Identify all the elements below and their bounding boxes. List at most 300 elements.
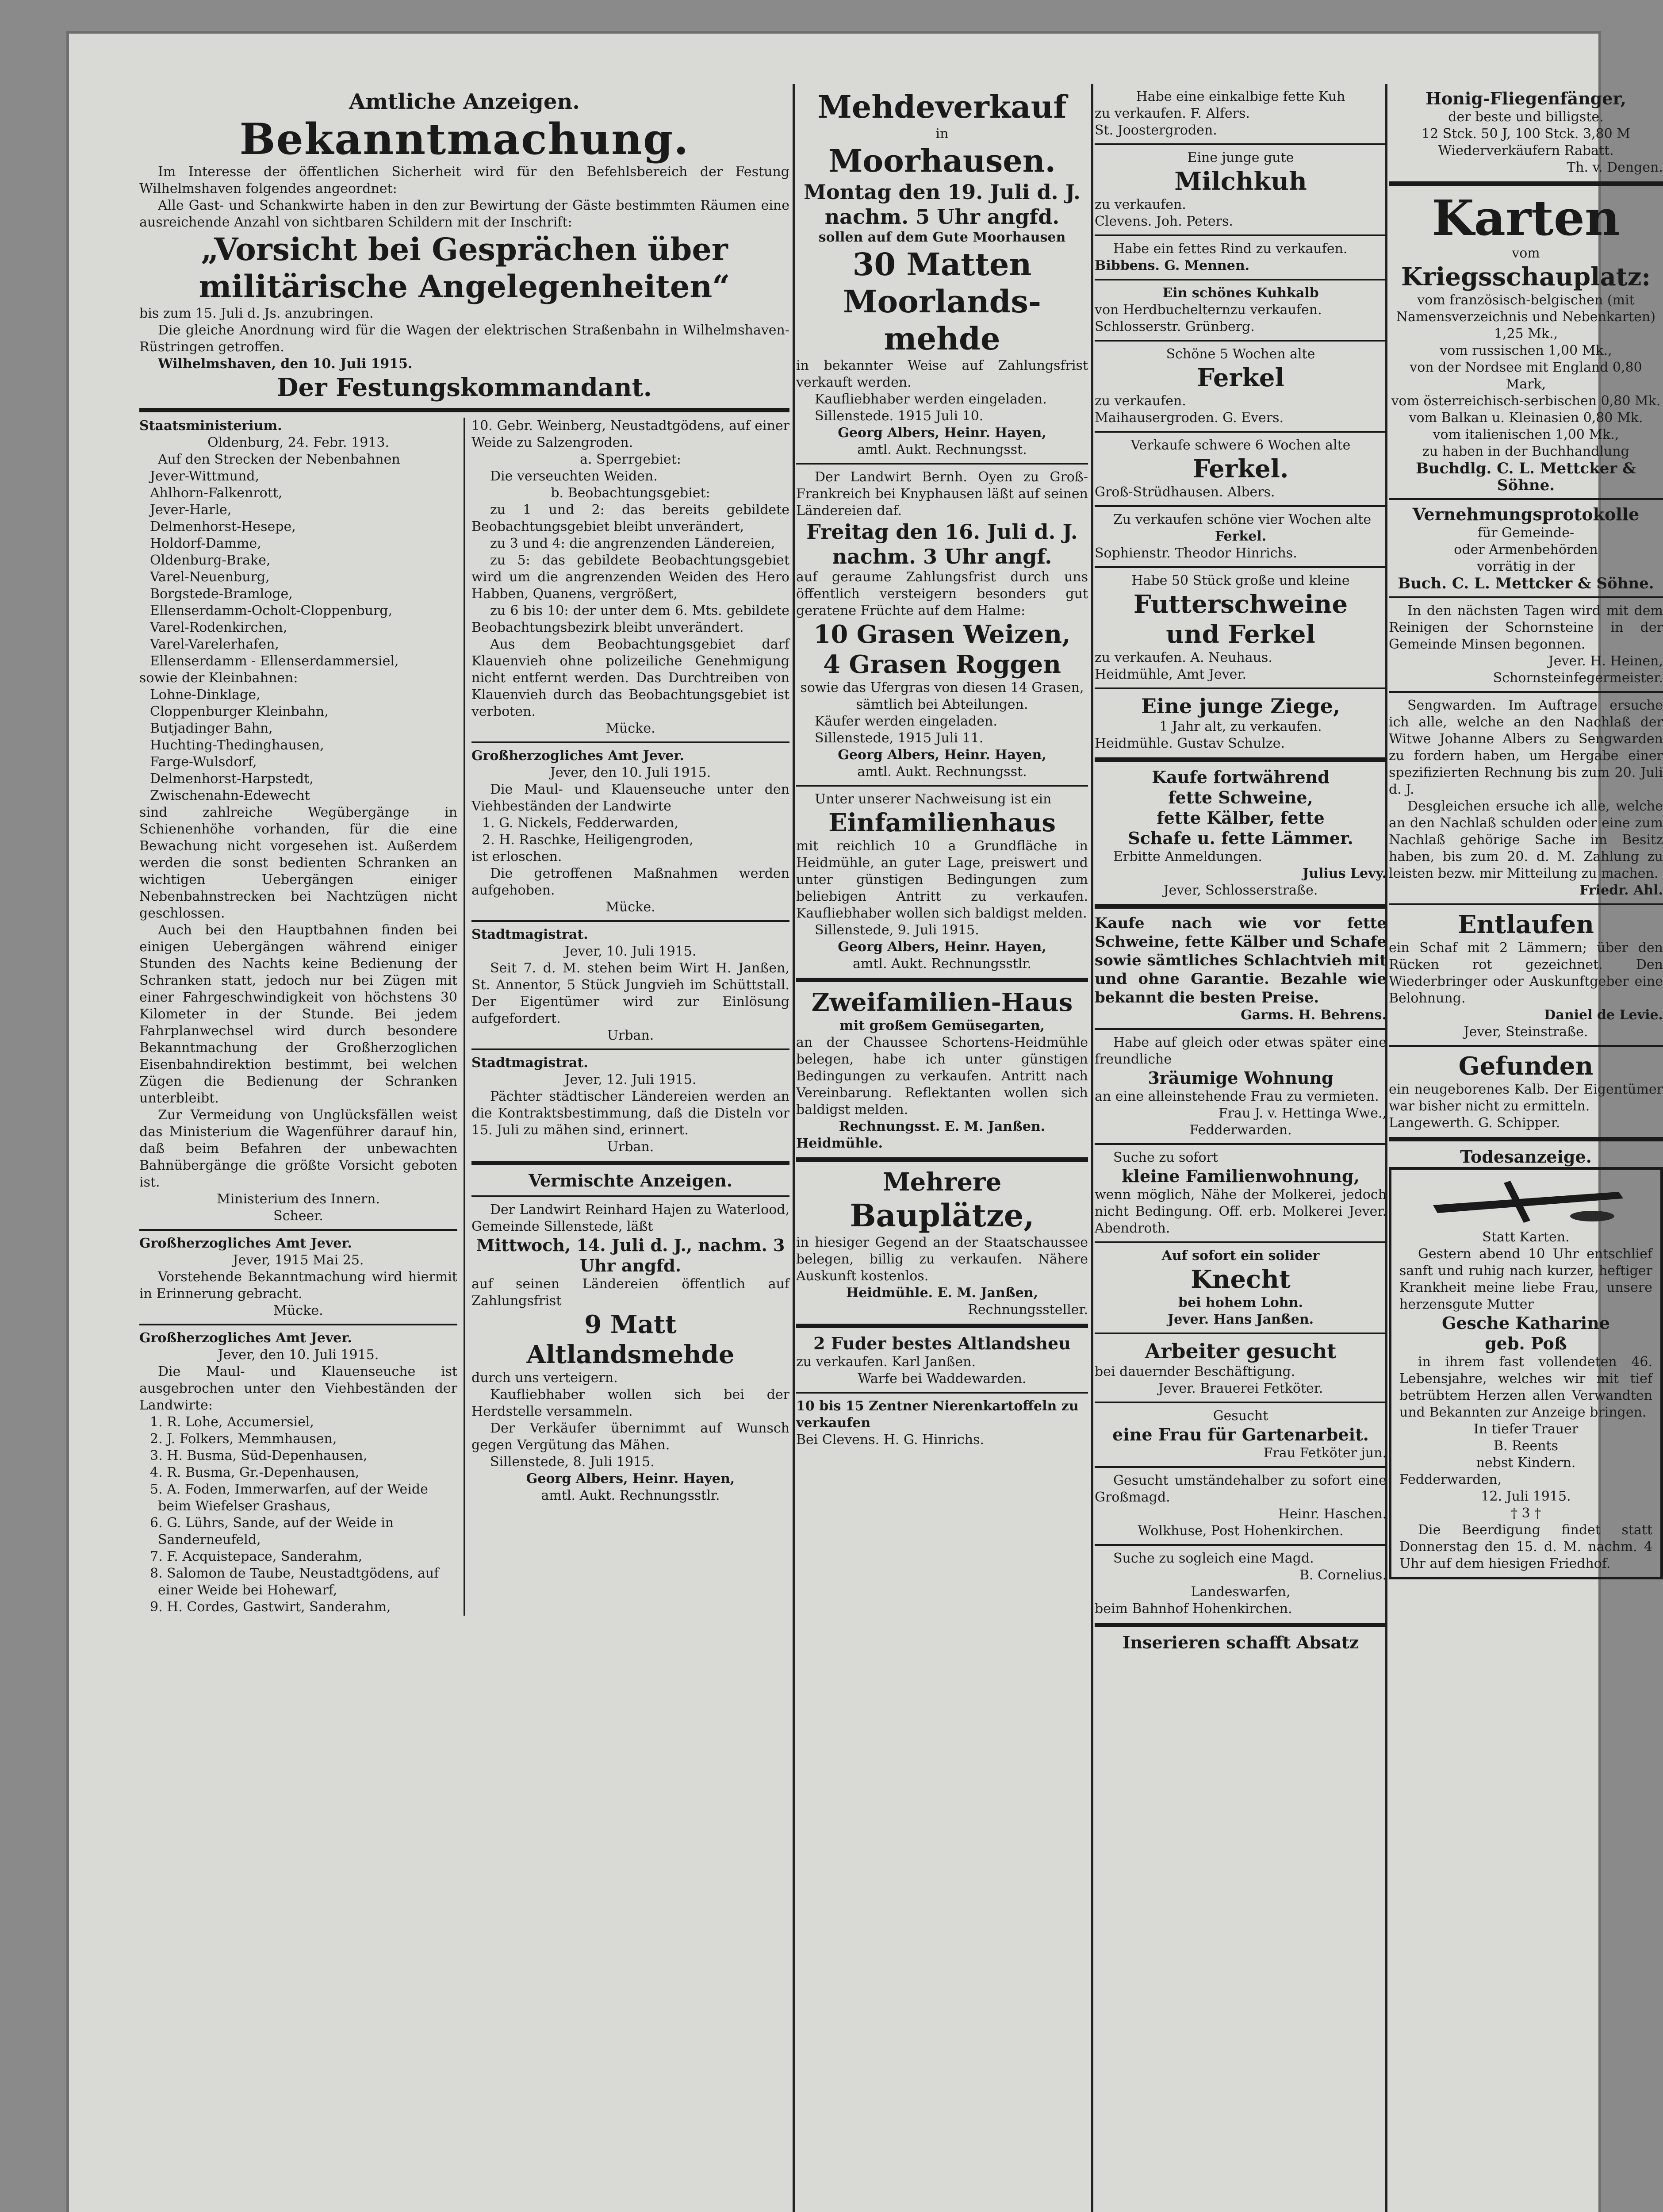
ad2-sign2: amtl. Aukt. Rechnungsst.: [857, 764, 1027, 780]
death-text9: † 3 †: [1510, 1505, 1541, 1521]
route-item: Zwischenahn-Edewecht: [150, 788, 310, 803]
amt3-text3: Die getroffenen Maßnahmen werden aufgehoben.: [471, 866, 789, 898]
ad-c3-15-big: Arbeiter gesucht: [1145, 1339, 1337, 1363]
divider: [1095, 1466, 1387, 1468]
ad-c3-10-big3: fette Kälber, fette: [1157, 808, 1325, 828]
route-list: [139, 468, 457, 670]
ad-c3-10-big2: fette Schweine,: [1168, 787, 1313, 807]
route-item: Borgstede-Bramloge,: [150, 586, 293, 602]
ad-c3-10-big1: Kaufe fortwährend: [1152, 767, 1330, 787]
route-item: Delmenhorst-Hesepe,: [150, 519, 296, 534]
ad3-big: Einfamilienhaus: [828, 808, 1056, 837]
ad-c4-3-big: Vernehmungsprotokolle: [1412, 504, 1640, 524]
route-item: Huchting-Thedinghausen,: [150, 737, 324, 753]
divider: [1389, 596, 1663, 598]
ad4-sign: Rechnungsst. E. M. Janßen.: [839, 1119, 1046, 1134]
divider: [1389, 498, 1663, 500]
ad4-sign2: Heidmühle.: [796, 1136, 883, 1151]
ministry-p4: Auch bei den Hauptbahnen finden bei einigen Uebergängen während einiger Stunden des Nachts keine Bedienung der Schranken statt, jedoch nur bei Zügen mit einer Fahrgeschwindigkeit von höchstens 30 Kilometer in der Stunde. Bei jedem Fahrplanwechsel wird durch besondere Bekanntmachung der Großherzoglichen Eisenbahndirektion bestimmt, bei welchen Zügen die Bedienung der Schranken unterbleibt.: [139, 922, 457, 1106]
divider: [1095, 687, 1387, 689]
subcolumn-right: [471, 418, 789, 1616]
ad-c3-5-text1: Schöne 5 Wochen alte: [1166, 346, 1315, 362]
amt-date: Jever, 1915 Mai 25.: [233, 1252, 364, 1268]
ad-c3-1-text3: St. Joostergroden.: [1095, 123, 1217, 138]
route-item: Ahlhorn-Falkenrott,: [150, 485, 283, 501]
misc-big1: 9 Matt: [584, 1310, 677, 1339]
amt-head: Großherzogliches Amt Jever.: [139, 1236, 352, 1251]
route-item: Lohne-Dinklage,: [150, 687, 261, 703]
ministry-date: Oldenburg, 24. Febr. 1913.: [207, 435, 389, 450]
ad-c4-5-text2: Desgleichen ersuche ich alle, welche an den Nachlaß schulden oder eine zum Nachlaß gehörige Sache im Besitz haben, bis zum 20. d. M. Zahlung zu leisten bezw. mir Mitteilung zu machen.: [1389, 799, 1663, 881]
ad-c3-11-sign: Garms. H. Behrens.: [1241, 1007, 1387, 1023]
amt3-item: 2. H. Raschke, Heiligengroden,: [482, 832, 694, 848]
ad-c3-17-text3: Wolkhuse, Post Hohenkirchen.: [1138, 1523, 1344, 1539]
amt3-head: Großherzogliches Amt Jever.: [471, 748, 684, 764]
ad-c3-7-text2: Ferkel.: [1215, 529, 1267, 544]
section-kicker: Amtliche Anzeigen.: [349, 89, 580, 114]
ad-c3-8-text3: Heidmühle, Amt Jever.: [1095, 667, 1246, 682]
column-sales: [796, 88, 1088, 2212]
ad-c3-8-big1: Futterschweine: [1133, 590, 1348, 619]
beob-head: b. Beobachtungsgebiet:: [551, 485, 710, 501]
amt-sign: Mücke.: [273, 1303, 323, 1318]
ministry-sign: Ministerium des Innern.: [216, 1191, 380, 1207]
amt2-head: Großherzogliches Amt Jever.: [139, 1330, 352, 1346]
divider: [471, 1161, 789, 1165]
death-text2: Gestern abend 10 Uhr entschlief sanft und ruhig nach kurzer, heftiger Krankheit meine liebe Frau, unsere herzensgute Mutter: [1399, 1246, 1652, 1312]
stadt2-date: Jever, 12. Juli 1915.: [564, 1072, 697, 1087]
ad-c3-7-text3: Sophienstr. Theodor Hinrichs.: [1095, 545, 1297, 561]
notice-slogan: „Vorsicht bei Gesprächen über militärische Angelegenheiten“: [199, 231, 730, 305]
route-item: Ellenserdamm - Ellenserdammersiel,: [150, 653, 399, 669]
divider: [1095, 505, 1387, 507]
stadt2-head: Stadtmagistrat.: [471, 1055, 588, 1071]
misc-date: Mittwoch, 14. Juli d. J., nachm. 3 Uhr angfd.: [476, 1235, 785, 1275]
ad3-place: Sillenstede, 9. Juli 1915.: [815, 922, 979, 938]
divider: [1095, 431, 1387, 433]
ad-c3-11-big: Kaufe nach wie vor fette Schweine, fette Kälber und Schafe sowie sämtliches Schlachtvieh mit und ohne Garantie. Bezahle wie bekannt die besten Preise.: [1095, 914, 1387, 1006]
beob-5: Aus dem Beobachtungsgebiet darf Klauenvieh ohne polizeiliche Genehmigung nicht entfernt werden. Das Durchtreiben von Klauenvieh durch das Beobachtungsgebiet ist verboten.: [471, 637, 789, 719]
route-item: Varel-Rodenkirchen,: [150, 620, 287, 635]
sperr-head: a. Sperrgebiet:: [580, 452, 681, 467]
death-text8: 12. Juli 1915.: [1481, 1489, 1571, 1504]
column-rule: [793, 84, 795, 2212]
route-item: Delmenhorst-Harpstedt,: [150, 771, 314, 787]
farm-item: 8. Salomon de Taube, Neustadtgödens, auf einer Weide bei Hohewarf,: [150, 1566, 439, 1598]
ad-c4-6-text1: ein Schaf mit 2 Lämmern; über den Rücken rot gezeichnet. Den Wiederbringer oder Auskunftgeber eine Belohnung.: [1389, 940, 1663, 1006]
ad-c4-2-line: zu haben in der Buchhandlung: [1422, 444, 1629, 459]
column-rule: [1091, 84, 1093, 2212]
beob-2: zu 3 und 4: die angrenzenden Ländereien,: [490, 536, 775, 551]
ad-c3-4-text3: Schlosserstr. Grünberg.: [1095, 319, 1255, 334]
ad-c3-10-big4: Schafe u. fette Lämmer.: [1128, 828, 1353, 848]
ad5-big2: Bauplätze,: [850, 1197, 1035, 1234]
ad-c4-7-big: Gefunden: [1458, 1052, 1594, 1081]
ad-c3-5-text2: zu verkaufen.: [1095, 393, 1186, 409]
ad1-place-title: Moorhausen.: [828, 142, 1056, 179]
divider: [139, 1229, 457, 1231]
ad2-sign: Georg Albers, Heinr. Hayen,: [838, 747, 1046, 763]
ad1-date: Montag den 19. Juli d. J. nachm. 5 Uhr angfd.: [804, 180, 1081, 229]
ad5-sign: Heidmühle. E. M. Janßen,: [846, 1285, 1038, 1301]
route-item: Farge-Wulsdorf,: [150, 754, 257, 770]
notice-tram: Die gleiche Anordnung wird für die Wagen der elektrischen Straßenbahn in Wilhelmshaven-Rüstringen getroffen.: [139, 323, 789, 355]
ad6-big: 2 Fuder bestes Altlandsheu: [813, 1333, 1071, 1353]
amt3-text2: ist erloschen.: [471, 849, 562, 864]
death-text7: Fedderwarden,: [1399, 1472, 1502, 1487]
divider: [1389, 181, 1663, 186]
farm-item: 1. R. Lohe, Accumersiel,: [150, 1414, 314, 1430]
stadt1-head: Stadtmagistrat.: [471, 927, 588, 942]
newspaper-page: [66, 31, 1663, 2212]
ad2-date: Freitag den 16. Juli d. J. nachm. 3 Uhr angf.: [806, 520, 1078, 568]
ad-c4-4-text1: In den nächsten Tagen wird mit dem Reinigen der Schornsteine in der Gemeinde Minsen begonnen.: [1389, 603, 1663, 652]
ad-c3-19-big: Inserieren schafft Absatz: [1122, 1632, 1359, 1652]
ad-c3-4-text2: von Herdbuchelternzu verkaufen.: [1095, 302, 1322, 318]
misc-sign: Georg Albers, Heinr. Hayen,: [526, 1471, 735, 1486]
misc-place: Sillenstede, 8. Juli 1915.: [490, 1454, 655, 1470]
ad2-text1: Der Landwirt Bernh. Oyen zu Groß-Frankreich bei Knyphausen läßt auf seinen Ländereien daf.: [796, 469, 1088, 518]
route-item: Jever-Harle,: [150, 502, 232, 518]
ad-c3-1-text2: zu verkaufen. F. Alfers.: [1095, 106, 1250, 121]
notice-intro: Im Interesse der öffentlichen Sicherheit wird für den Befehlsbereich der Festung Wilhelmshaven folgendes angeordnet:: [139, 164, 789, 196]
ad3-text2: mit reichlich 10 a Grundfläche in Heidmühle, an guter Lage, preiswert und unter günstigen Bedingungen zum beliebigen Antritt zu verkaufen. Kaufliebhaber wollen sich baldigst melden.: [796, 838, 1088, 921]
amt2-date: Jever, den 10. Juli 1915.: [218, 1347, 379, 1363]
ministry-p2: sowie der Kleinbahnen:: [139, 670, 298, 686]
ad1-in: in: [935, 126, 949, 142]
notice-title: Bekanntmachung.: [239, 114, 690, 164]
ad-c3-16-text2: Frau Fetköter jun.: [1263, 1445, 1387, 1461]
farm-item: 2. J. Folkers, Memmhausen,: [150, 1431, 337, 1447]
ministry-sign2: Scheer.: [273, 1208, 323, 1224]
ad-c4-7-text1: ein neugeborenes Kalb. Der Eigentümer war bisher nicht zu ermitteln.: [1389, 1082, 1663, 1114]
sperr-text: Die verseuchten Weiden.: [490, 469, 658, 484]
divider: [1389, 1045, 1663, 1047]
ad-c4-1-text2: 12 Stck. 50 J, 100 Stck. 3,80 M: [1422, 126, 1630, 142]
ad-c4-2-line: vom österreichisch-serbischen 0,80 Mk.: [1391, 393, 1661, 409]
misc-big2: Altlandsmehde: [526, 1340, 735, 1369]
divider: [1095, 757, 1387, 762]
column-misc: [1389, 88, 1663, 2212]
ad-c3-10-sign: Julius Levy.: [1303, 866, 1387, 881]
ad-c4-1-text1: der beste und billigste.: [1448, 109, 1604, 125]
ad-c4-2-big1: Karten: [1432, 189, 1620, 246]
farm-item: 4. R. Busma, Gr.-Depenhausen,: [150, 1465, 360, 1480]
amt3-date: Jever, den 10. Juli 1915.: [550, 765, 711, 780]
divider: [1095, 143, 1387, 145]
ad3-sign2: amtl. Aukt. Rechnungsstlr.: [852, 956, 1031, 972]
ad-c3-10-text2: Jever, Schlosserstraße.: [1163, 883, 1318, 898]
subcolumn-left: [139, 418, 457, 1616]
ad-c4-2-text1: vom: [1512, 246, 1540, 261]
ad-c3-8-text1: Habe 50 Stück große und kleine: [1131, 573, 1350, 588]
ad-c3-2-text1: Eine junge gute: [1187, 150, 1294, 165]
divider: [1095, 1333, 1387, 1334]
ad-c4-2-big2: Kriegsschauplatz:: [1401, 262, 1651, 292]
ad-c3-12-text4: Fedderwarden.: [1189, 1122, 1292, 1138]
ad-c3-13-big: kleine Familienwohnung,: [1122, 1166, 1360, 1186]
divider: [796, 1392, 1088, 1394]
ad5-sign2: Rechnungssteller.: [968, 1302, 1088, 1317]
death-text3: in ihrem fast vollendeten 46. Lebensjahre, welches wir mit tief betrübtem Herzen allen Verwandten und Bekannten zur Anzeige bringen.: [1399, 1354, 1652, 1420]
misc-text2: auf seinen Ländereien öffentlich auf Zahlungsfrist: [471, 1276, 789, 1309]
ad-c3-15-text1: bei dauernder Beschäftigung.: [1095, 1364, 1295, 1379]
ad5-text1: in hiesiger Gegend an der Staatschaussee belegen, billig zu verkaufen. Nähere Auskunft kostenlos.: [796, 1235, 1088, 1284]
column-livestock: [1095, 88, 1387, 2212]
notice-signature: Der Festungskommandant.: [276, 373, 652, 402]
ad-c3-15-text2: Jever. Brauerei Fetköter.: [1158, 1381, 1323, 1396]
amt3-list: [471, 815, 789, 849]
ad-c4-6-big: Entlaufen: [1458, 910, 1594, 939]
stadt1-text: Seit 7. d. M. stehen beim Wirt H. Janßen, St. Annentor, 5 Stück Jungvieh im Schüttstall. Der Eigentümer wird zur Einlösung aufgefordert.: [471, 960, 789, 1026]
ad-c4-2-line: vom französisch-belgischen (mit Namensverzeichnis und Nebenkarten) 1,25 Mk.,: [1396, 292, 1656, 342]
divider: [139, 408, 789, 412]
ad-c4-1-text3: Wiederverkäufern Rabatt.: [1438, 143, 1614, 158]
ad-c3-17-text2: Heinr. Haschen.: [1278, 1506, 1387, 1522]
ministry-p3: sind zahlreiche Wegübergänge in Schienenhöhe vorhanden, für die eine Bewachung nicht vorgesehen ist. Außerdem werden die sonst bedienten Schranken an wichtigen Uebergängen einiger Nebenbahnstrecken bei Nachtzügen nicht geschlossen.: [139, 805, 457, 921]
ad7-text2: Bei Clevens. H. G. Hinrichs.: [796, 1432, 984, 1448]
ad-c3-4-text1: Ein schönes Kuhkalb: [1162, 285, 1319, 301]
ad2-text2: auf geraume Zahlungsfrist durch uns öffentlich versteigern besonders gut geratene Früchte auf dem Halme:: [796, 569, 1088, 618]
farm-item: 9. H. Cordes, Gastwirt, Sanderahm,: [150, 1599, 391, 1615]
beob-4: zu 6 bis 10: der unter dem 6. Mts. gebildete Beobachtungsbezirk bleibt unverändert.: [471, 603, 789, 635]
ad1-title: Mehdeverkauf: [817, 88, 1067, 125]
ad-c4-4-text3: Schornsteinfegermeister.: [1493, 670, 1663, 686]
stadt2-text: Pächter städtischer Ländereien werden an die Kontraktsbestimmung, daß die Disteln vor 15. Juli zu mähen sind, erinnert.: [471, 1089, 789, 1138]
ministry-head: Staatsministerium.: [139, 418, 282, 434]
ad-c3-9-text1: 1 Jahr alt, zu verkaufen.: [1159, 719, 1322, 734]
ad-c4-6-sign: Daniel de Levie.: [1544, 1007, 1663, 1023]
ad2-text3: sowie das Ufergras von diesen 14 Grasen, sämtlich bei Abteilungen.: [800, 680, 1084, 712]
ad-c3-13-text1: Suche zu sofort: [1113, 1150, 1218, 1165]
ad-c3-14-text1: Auf sofort ein solider: [1161, 1248, 1320, 1263]
ad2-text4: Käufer werden eingeladen.: [815, 714, 997, 729]
ad-c4-2-line: von der Nordsee mit England 0,80 Mark,: [1410, 360, 1642, 392]
ad-c3-13-text2: wenn möglich, Nähe der Molkerei, jedoch nicht Bedingung. Off. erb. Molkerei Jever. Abendroth.: [1095, 1187, 1387, 1236]
ad4-sub: mit großem Gemüsegarten,: [839, 1018, 1045, 1033]
ad1-text1: in bekannter Weise auf Zahlungsfrist verkauft werden.: [796, 358, 1088, 390]
route-item: Varel-Varelerhafen,: [150, 637, 279, 652]
ad4-text1: an der Chaussee Schortens-Heidmühle belegen, habe ich unter günstigen Bedingungen zu verkaufen. Antritt nach Vereinbarung. Reflektanten wollen sich baldigst melden.: [796, 1035, 1088, 1118]
route-list-2: [139, 687, 457, 804]
divider: [796, 1157, 1088, 1162]
ad-c4-6-text2: Jever, Steinstraße.: [1464, 1024, 1588, 1040]
farm-item: 5. A. Foden, Immerwarfen, auf der Weide beim Wiefelser Grashaus,: [150, 1482, 428, 1514]
death-notice-head: Todesanzeige.: [1460, 1147, 1592, 1167]
ad-c4-7-text2: Langewerth. G. Schipper.: [1389, 1115, 1560, 1131]
ad-c4-5-sign: Friedr. Ahl.: [1579, 883, 1663, 898]
ad6-text2: Warfe bei Waddewarden.: [858, 1371, 1027, 1386]
death-name2: geb. Poß: [1485, 1333, 1567, 1353]
ad-c3-2-text2: zu verkaufen.: [1095, 197, 1186, 212]
route-item: Varel-Neuenburg,: [150, 569, 270, 585]
ad-c3-9-text2: Heidmühle. Gustav Schulze.: [1095, 736, 1285, 751]
death-text1: Statt Karten.: [1482, 1229, 1570, 1245]
death-name1: Gesche Katharine: [1442, 1313, 1610, 1333]
divider: [1095, 1143, 1387, 1145]
route-item: Jever-Wittmund,: [150, 469, 260, 484]
ad1-sign2: amtl. Aukt. Rechnungsst.: [857, 442, 1027, 457]
ad-c3-18-text2: B. Cornelius.: [1299, 1567, 1387, 1583]
ad-c3-1-text1: Habe eine einkalbige fette Kuh: [1136, 89, 1345, 104]
misc-text5: Der Verkäufer übernimmt auf Wunsch gegen Vergütung das Mähen.: [471, 1421, 789, 1453]
amt2-text: Die Maul- und Klauenseuche ist ausgebrochen unter den Viehbeständen der Landwirte:: [139, 1364, 457, 1413]
ad-c3-7-text1: Zu verkaufen schöne vier Wochen alte: [1113, 512, 1372, 527]
ad-c3-17-text1: Gesucht umständehalber zu sofort eine Großmagd.: [1095, 1473, 1387, 1505]
beob-1: zu 1 und 2: das bereits gebildete Beobachtungsgebiet bleibt unverändert,: [471, 502, 789, 534]
ad-c3-12-big: 3räumige Wohnung: [1148, 1068, 1333, 1088]
ad1-sign: Georg Albers, Heinr. Hayen,: [838, 425, 1046, 441]
official-subcolumns: [139, 418, 789, 1616]
ad-c4-2-line: vom russischen 1,00 Mk.,: [1440, 343, 1612, 358]
divider: [1389, 903, 1663, 905]
death-text10: Die Beerdigung findet statt Donnerstag den 15. d. M. nachm. 4 Uhr auf dem hiesigen Friedhof.: [1399, 1522, 1652, 1571]
divider: [1095, 1623, 1387, 1627]
amt3-item: 1. G. Nickels, Fedderwarden,: [482, 815, 678, 831]
ad1-text2: Kaufliebhaber werden eingeladen.: [815, 392, 1047, 407]
ad5-big1: Mehrere: [882, 1167, 1002, 1197]
ad-c4-2-line: vom Balkan u. Kleinasien 0,80 Mk.: [1409, 410, 1643, 426]
ad6-text1: zu verkaufen. Karl Janßen.: [796, 1354, 976, 1370]
beob-3: zu 5: das gebildete Beobachtungsgebiet wird um die angrenzenden Weiden des Hero Habben, Quanens, vergrößert,: [471, 553, 789, 602]
ad1-big1: 30 Matten: [852, 246, 1032, 283]
divider: [1389, 1137, 1663, 1141]
ad-c4-4-text2: Jever. H. Heinen,: [1548, 653, 1663, 669]
ad-c3-14-text3: Jever. Hans Janßen.: [1167, 1312, 1314, 1327]
misc-text4: Kaufliebhaber wollen sich bei der Herdstelle versammeln.: [471, 1387, 789, 1419]
ad-c3-2-text3: Clevens. Joh. Peters.: [1095, 214, 1233, 229]
divider: [1095, 1544, 1387, 1546]
farm-list: [139, 1414, 457, 1616]
ministry-p1: Auf den Strecken der Nebenbahnen: [158, 452, 400, 467]
misc-text: Der Landwirt Reinhard Hajen zu Waterlood, Gemeinde Sillenstede, läßt: [471, 1202, 789, 1234]
ad-c3-14-big: Knecht: [1191, 1265, 1291, 1294]
stadt2-sign: Urban.: [607, 1139, 654, 1155]
ad-c3-5-big: Ferkel: [1197, 363, 1284, 392]
ad-c3-12-text2: an eine alleinstehende Frau zu vermieten.: [1095, 1089, 1379, 1104]
misc-text3: durch uns verteigern.: [471, 1370, 618, 1386]
death-text5: B. Reents: [1494, 1438, 1558, 1454]
ad-c3-6-text2: Groß-Strüdhausen. Albers.: [1095, 484, 1275, 500]
ad-c3-3-text1: Habe ein fettes Rind zu verkaufen.: [1113, 241, 1348, 257]
ad1-place: Sillenstede. 1915 Juli 10.: [815, 408, 984, 424]
death-notice-box: [1389, 1167, 1663, 1579]
divider: [1095, 279, 1387, 280]
ad1-sub: sollen auf dem Gute Moorhausen: [818, 230, 1066, 245]
notice-deadline: bis zum 15. Juli d. Js. anzubringen.: [139, 306, 374, 321]
divider: [471, 741, 789, 743]
column-official: [139, 88, 789, 2212]
ad3-sign: Georg Albers, Heinr. Hayen,: [838, 939, 1046, 955]
divider: [796, 463, 1088, 465]
stadt1-sign: Urban.: [607, 1028, 654, 1043]
amt3-sign: Mücke.: [605, 899, 655, 915]
ad4-big: Zweifamilien-Haus: [811, 988, 1073, 1017]
divider: [796, 785, 1088, 787]
divider: [1095, 1028, 1387, 1030]
divider: [1095, 1402, 1387, 1403]
divider: [1095, 566, 1387, 568]
ad-c3-18-text1: Suche zu sogleich eine Magd.: [1113, 1551, 1314, 1566]
ad-c3-8-text2: zu verkaufen. A. Neuhaus.: [1095, 650, 1272, 665]
cross-icon: [1399, 1174, 1652, 1227]
misc-head: Vermischte Anzeigen.: [529, 1171, 732, 1190]
ad-c3-8-big2: und Ferkel: [1166, 620, 1315, 649]
amt-text: Vorstehende Bekanntmachung wird hiermit in Erinnerung gebracht.: [139, 1269, 457, 1302]
ad-c4-2-sign: Buchdlg. C. L. Mettcker & Söhne.: [1416, 460, 1636, 494]
ad3-text1: Unter unserer Nachweisung ist ein: [815, 791, 1052, 807]
ad-c3-16-text1: Gesucht: [1213, 1408, 1268, 1424]
misc-sign2: amtl. Aukt. Rechnungsstlr.: [541, 1488, 720, 1503]
divider: [1095, 1241, 1387, 1243]
farm-item: 6. G. Lührs, Sande, auf der Weide in Sanderneufeld,: [150, 1515, 394, 1548]
amt3-text: Die Maul- und Klauenseuche unter den Viehbeständen der Landwirte: [471, 782, 789, 814]
ad-c3-18-text3: Landeswarfen,: [1191, 1584, 1291, 1600]
divider: [471, 1195, 789, 1197]
ad-c4-1-big: Honig-Fliegenfänger,: [1425, 88, 1626, 108]
ad-c3-14-text2: bei hohem Lohn.: [1178, 1295, 1303, 1310]
ad-c4-3-sign: Buch. C. L. Mettcker & Söhne.: [1398, 575, 1654, 592]
divider: [139, 1324, 457, 1325]
divider: [471, 920, 789, 922]
ad-c3-6-text1: Verkaufe schwere 6 Wochen alte: [1130, 438, 1351, 453]
ad-c3-16-big: eine Frau für Gartenarbeit.: [1112, 1425, 1369, 1444]
route-item: Butjadinger Bahn,: [150, 721, 273, 736]
divider: [796, 978, 1088, 982]
ad7-text1: 10 bis 15 Zentner Nierenkartoffeln zu verkaufen: [796, 1398, 1079, 1431]
route-item: Holdorf-Damme,: [150, 536, 261, 551]
route-item: Oldenburg-Brake,: [150, 553, 271, 568]
ad1-big2: Moorlands-: [843, 283, 1041, 320]
divider: [1389, 691, 1663, 693]
ad2-place: Sillenstede, 1915 Juli 11.: [815, 730, 984, 746]
ad-c3-9-big: Eine junge Ziege,: [1141, 694, 1340, 718]
divider: [796, 1324, 1088, 1328]
divider: [1095, 904, 1387, 909]
farm-item: 3. H. Busma, Süd-Depenhausen,: [150, 1448, 368, 1463]
notice-order: Alle Gast- und Schankwirte haben in den zur Bewirtung der Gäste bestimmten Räumen eine ausreichende Anzahl von sichtbaren Schildern mit der Inschrift:: [139, 198, 789, 230]
route-item: Cloppenburger Kleinbahn,: [150, 704, 329, 719]
notice-place: Wilhelmshaven, den 10. Juli 1915.: [158, 356, 413, 372]
ad1-big3: mehde: [884, 320, 1000, 357]
route-item: Ellenserdamm-Ocholt-Cloppenburg,: [150, 603, 393, 618]
divider: [471, 1048, 789, 1050]
ad-c4-3-text1: für Gemeinde-: [1477, 525, 1575, 541]
ad-c3-10-text1: Erbitte Anmeldungen.: [1113, 849, 1262, 864]
ad-c4-3-text3: vorrätig in der: [1477, 559, 1575, 574]
death-text6: nebst Kindern.: [1476, 1455, 1576, 1471]
ad-c3-12-text1: Habe auf gleich oder etwas später eine freundliche: [1095, 1035, 1387, 1067]
ad-c4-1-text4: Th. v. Dengen.: [1567, 160, 1663, 175]
stadt1-date: Jever, 10. Juli 1915.: [564, 944, 697, 959]
divider: [1095, 340, 1387, 342]
ad-c3-12-text3: Frau J. v. Hettinga Wwe.,: [1218, 1106, 1387, 1121]
death-text4: In tiefer Trauer: [1473, 1421, 1579, 1437]
ad2-big2: 4 Grasen Roggen: [823, 650, 1061, 679]
ad-c3-6-big: Ferkel.: [1192, 454, 1289, 484]
ad-c4-3-text2: oder Armenbehörden: [1454, 542, 1598, 557]
ad-c3-5-text3: Maihausergroden. G. Evers.: [1095, 410, 1284, 426]
farm-item-10: 10. Gebr. Weinberg, Neustadtgödens, auf einer Weide zu Salzengroden.: [471, 418, 789, 450]
ad-c3-18-text4: beim Bahnhof Hohenkirchen.: [1095, 1601, 1292, 1617]
ad-c4-2-line: vom italienischen 1,00 Mk.,: [1433, 427, 1619, 442]
ad-c3-3-text2: Bibbens. G. Mennen.: [1095, 258, 1250, 273]
ad-c3-2-big: Milchkuh: [1174, 167, 1307, 196]
ministry-p5: Zur Vermeidung von Unglücksfällen weist das Ministerium die Wagenführer darauf hin, daß beim Befahren der unbewachten Bahnübergänge die größte Vorsicht geboten ist.: [139, 1107, 457, 1190]
subcolumn-rule: [464, 418, 465, 1616]
ad-c4-5-text1: Sengwarden. Im Auftrage ersuche ich alle, welche an den Nachlaß der Witwe Johanne Albers zu Sengwarden zu fordern haben, um Hergabe einer spezifizierten Rechnung bis zum 20. Juli d. J.: [1389, 698, 1663, 797]
beob-sign: Mücke.: [605, 721, 655, 736]
